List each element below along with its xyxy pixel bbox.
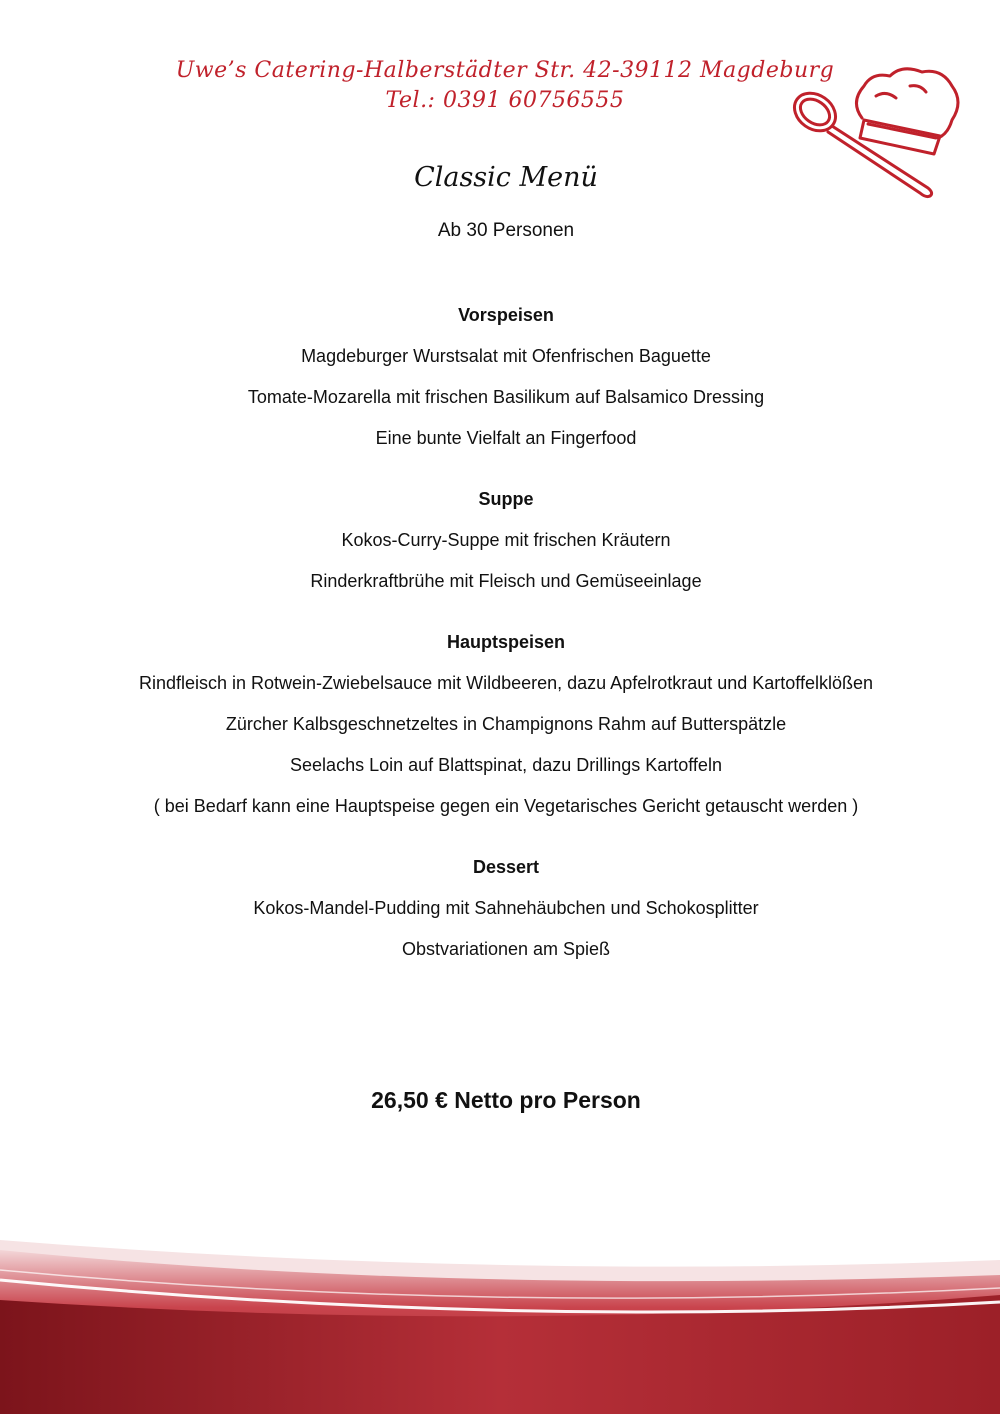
- menu-note: ( bei Bedarf kann eine Hauptspeise gegen ein Vegetarisches Gericht getauscht werden ): [153, 796, 859, 816]
- address-line: Uwe’s Catering-Halberstädter Str. 42-39112 Magdeburg: [175, 58, 835, 83]
- menu-item: Obstvariationen am Spieß: [401, 939, 611, 959]
- menu-item: Kokos-Curry-Suppe mit frischen Kräutern: [341, 530, 671, 550]
- phone-line: Tel.: 0391 60756555: [385, 88, 625, 113]
- menu-item: Zürcher Kalbsgeschnetzeltes in Champignons Rahm auf Butterspätzle: [225, 714, 787, 734]
- menu-item: Eine bunte Vielfalt an Fingerfood: [375, 428, 637, 448]
- menu-item: Rinderkraftbrühe mit Fleisch und Gemüseeinlage: [310, 571, 702, 591]
- menu-sections: [0, 303, 1000, 998]
- menu-item: Kokos-Mandel-Pudding mit Sahnehäubchen und Schokosplitter: [253, 898, 759, 918]
- caterer-header: [150, 56, 860, 116]
- section-title: Suppe: [478, 489, 534, 509]
- menu-item: Tomate-Mozarella mit frischen Basilikum auf Balsamico Dressing: [247, 387, 765, 407]
- menu-subtitle: Ab 30 Personen: [437, 220, 575, 241]
- menu-section-dessert: [0, 855, 1000, 961]
- menu-item: Seelachs Loin auf Blattspinat, dazu Drillings Kartoffeln: [290, 755, 722, 775]
- section-title: Hauptspeisen: [446, 632, 566, 652]
- menu-section-suppe: [0, 487, 1000, 593]
- menu-section-hauptspeisen: [0, 630, 1000, 818]
- menu-item: Magdeburger Wurstsalat mit Ofenfrischen Baguette: [301, 346, 711, 366]
- menu-title: Classic Menü: [414, 162, 598, 193]
- section-title: Vorspeisen: [458, 305, 554, 325]
- menu-section-vorspeisen: [0, 303, 1000, 450]
- price-per-person: 26,50 € Netto pro Person: [371, 1087, 641, 1113]
- menu-item: Rindfleisch in Rotwein-Zwiebelsauce mit Wildbeeren, dazu Apfelrotkraut und Kartoffelklößen: [138, 673, 874, 693]
- footer-wave-decoration: [0, 1240, 1000, 1414]
- section-title: Dessert: [472, 857, 540, 877]
